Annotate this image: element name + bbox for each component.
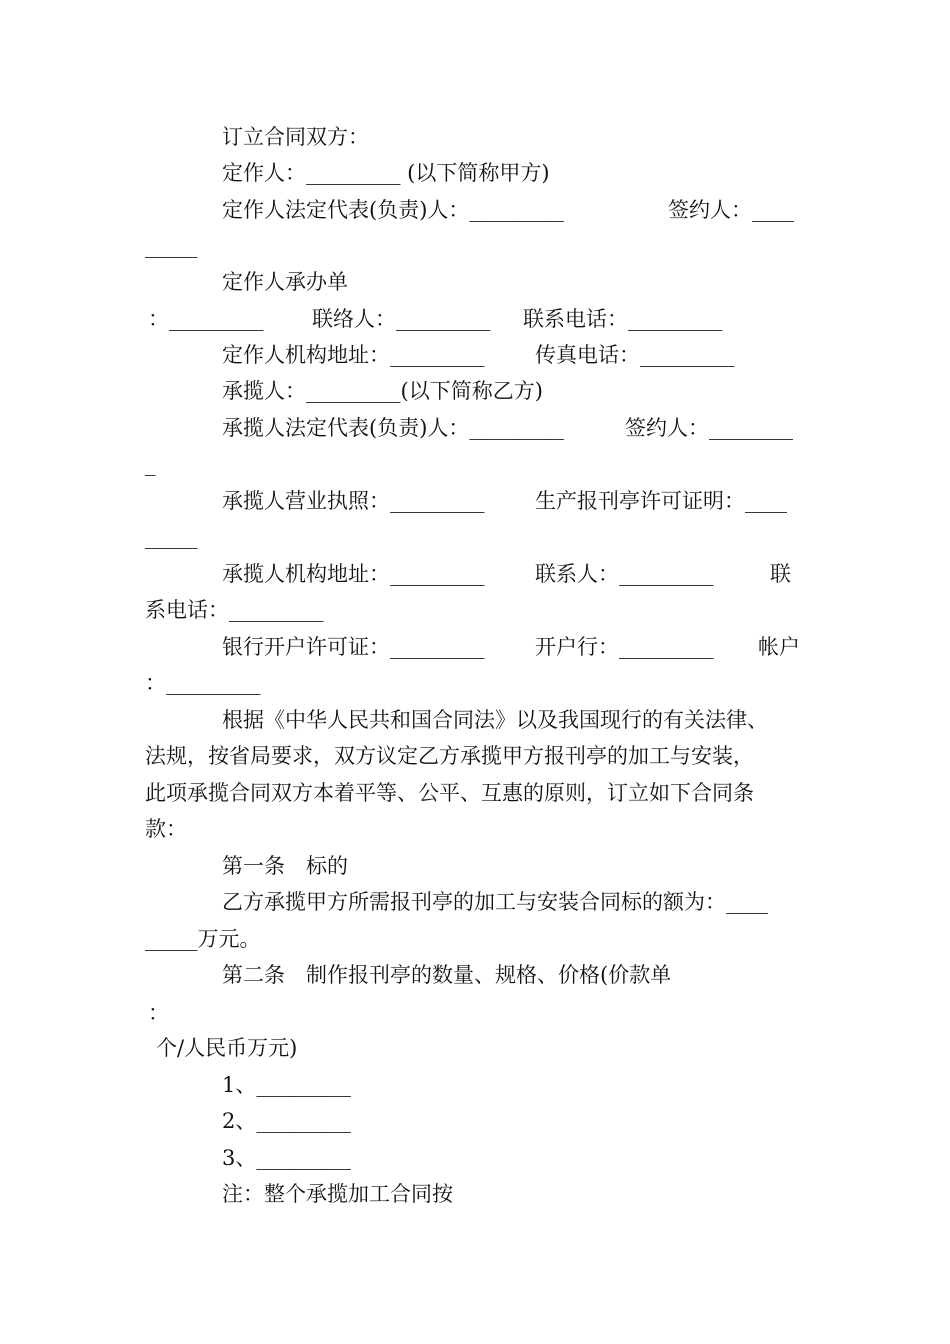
contractor-phone-cont: 系电话：_________ xyxy=(145,598,324,622)
contractor-production-permit-cont: _____ xyxy=(145,525,198,549)
preamble-line-4: 款： xyxy=(145,817,187,841)
contractor-representative: 承揽人法定代表(负责)人：_________ xyxy=(222,416,564,440)
article-2-heading: 第二条 制作报刊亭的数量、规格、价格(价款单 xyxy=(222,963,672,987)
bank-name: 开户行：_________ xyxy=(535,635,714,659)
contractor-business-license: 承揽人营业执照：_________ xyxy=(222,489,485,513)
ordering-party-contact: 联络人：_________ xyxy=(312,307,491,331)
item-2: 2、_________ xyxy=(222,1109,351,1133)
ordering-party-fax: 传真电话：_________ xyxy=(535,343,735,367)
parties-heading: 订立合同双方： xyxy=(222,125,369,149)
ordering-party-representative: 定作人法定代表(负责)人：_________ xyxy=(222,198,564,222)
bank-account-permit: 银行开户许可证：_________ xyxy=(222,635,485,659)
article-2-heading-cont: ： xyxy=(148,1001,169,1025)
contractor-address: 承揽人机构地址：_________ xyxy=(222,562,485,586)
ordering-party-address: 定作人机构地址：_________ xyxy=(222,343,485,367)
item-3: 3、_________ xyxy=(222,1146,351,1170)
note-line: 注：整个承揽加工合同按 xyxy=(222,1182,453,1206)
contractor-contact: 联系人：_________ xyxy=(535,562,714,586)
contractor-production-permit: 生产报刊亭许可证明：____ xyxy=(535,489,787,513)
ordering-party-handler: 定作人承办单 xyxy=(222,270,348,294)
ordering-party-line: 定作人：_________ (以下简称甲方) xyxy=(222,161,550,185)
article-1-heading: 第一条 标的 xyxy=(222,854,348,878)
contractor-phone-start: 联 xyxy=(770,562,791,586)
preamble-line-3: 此项承揽合同双方本着平等、公平、互惠的原则，订立如下合同条 xyxy=(145,781,754,805)
article-1-body: 乙方承揽甲方所需报刊亭的加工与安装合同标的额为：____ xyxy=(222,890,768,914)
contractor-line: 承揽人：_________(以下简称乙方) xyxy=(222,379,543,403)
ordering-party-phone: 联系电话：_________ xyxy=(523,307,723,331)
contractor-signatory-cont: _ xyxy=(145,452,156,476)
article-2-unit: 个/人民币万元) xyxy=(156,1036,298,1060)
item-1: 1、_________ xyxy=(222,1073,351,1097)
bank-account-cont: ：_________ xyxy=(145,671,261,695)
ordering-party-signatory: 签约人：____ xyxy=(668,198,794,222)
bank-account-start: 帐户 xyxy=(758,635,800,659)
article-1-body-cont: _____万元。 xyxy=(145,927,261,951)
ordering-party-handler-cont: ：_________ xyxy=(148,307,264,331)
contractor-signatory: 签约人：________ xyxy=(625,416,793,440)
preamble-line-1: 根据《中华人民共和国合同法》以及我国现行的有关法律、 xyxy=(222,708,768,732)
preamble-line-2: 法规，按省局要求，双方议定乙方承揽甲方报刊亭的加工与安装， xyxy=(145,744,754,768)
ordering-party-signatory-cont: _____ xyxy=(145,234,198,258)
